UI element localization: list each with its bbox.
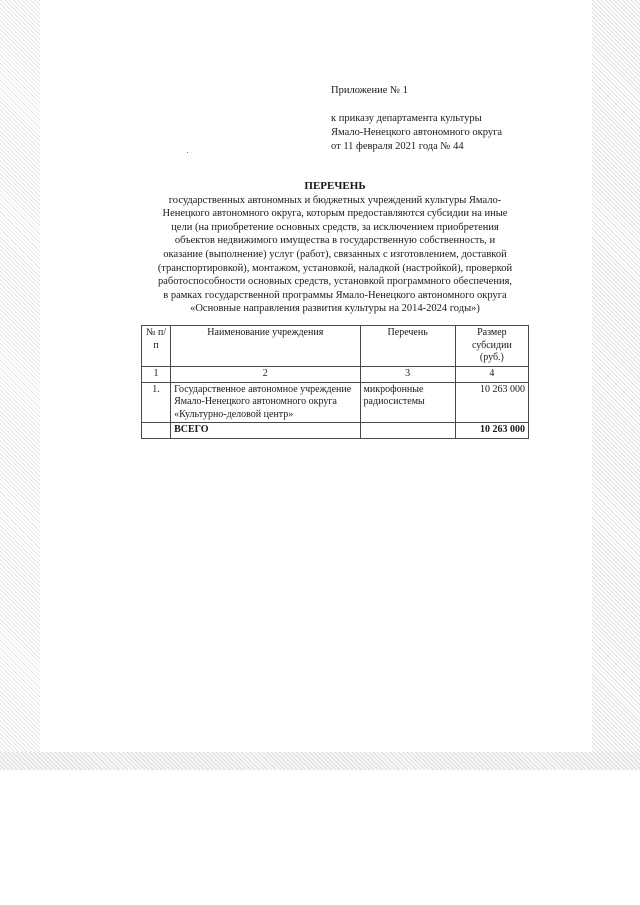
title-line: государственных автономных и бюджетных учреждений культуры Ямало- — [168, 194, 502, 206]
header-name: Наименование учреждения — [171, 326, 360, 367]
title-line: оказание (выполнение) услуг (работ), связанных с изготовлением, доставкой — [163, 248, 507, 260]
scan-border-left — [0, 0, 40, 768]
row-amount: 10 263 000 — [455, 382, 528, 423]
order-line-3: от 11 февраля 2021 года № 44 — [331, 141, 464, 152]
institutions-table — [141, 325, 529, 439]
row-list: микрофонные радиосистемы — [360, 382, 455, 423]
total-list-cell — [360, 423, 455, 439]
column-number-row — [142, 367, 529, 383]
total-amount: 10 263 000 — [455, 423, 528, 439]
header-amount: Размер субсидии (руб.) — [455, 326, 528, 367]
row-name: Государственное автономное учреждение Ямало-Ненецкого автономного округа «Культурно-деловой центр» — [171, 382, 360, 423]
order-line-2: Ямало-Ненецкого автономного округа — [331, 127, 503, 138]
table-header-row — [142, 326, 529, 367]
title-line: в рамках государственной программы Ямало-Ненецкого автономного округа — [163, 289, 507, 301]
appendix-number: Приложение № 1 — [331, 85, 408, 96]
scan-border-bottom — [0, 752, 640, 770]
column-number: 2 — [171, 367, 360, 383]
total-label: ВСЕГО — [171, 423, 360, 439]
title-line: работоспособности основных средств, установкой программного обеспечения, — [157, 276, 513, 288]
row-num: 1. — [142, 382, 171, 423]
title-line: «Основные направления развития культуры на 2014-2024 годы») — [190, 303, 480, 315]
total-row — [142, 423, 529, 439]
title-line: Ненецкого автономного округа, которым предоставляются субсидии на иные — [162, 208, 508, 220]
column-number: 3 — [360, 367, 455, 383]
header-list: Перечень — [360, 326, 455, 367]
title-line: объектов недвижимого имущества в государственную собственность, и — [174, 235, 496, 247]
title-line: (транспортировкой), монтажом, установкой, наладкой (настройкой), проверкой — [157, 262, 513, 274]
appendix-block — [331, 84, 581, 154]
scan-speck — [187, 152, 188, 153]
scan-border-right — [592, 0, 640, 768]
column-number: 1 — [142, 367, 171, 383]
column-number: 4 — [455, 367, 528, 383]
header-num: № п/п — [142, 326, 171, 367]
title-block — [120, 180, 550, 316]
table-row — [142, 382, 529, 423]
document-heading: ПЕРЕЧЕНЬ — [304, 180, 366, 192]
total-num-cell — [142, 423, 171, 439]
order-line-1: к приказу департамента культуры — [331, 113, 482, 124]
title-line: цели (на приобретение основных средств, за исключением приобретения — [171, 221, 499, 233]
